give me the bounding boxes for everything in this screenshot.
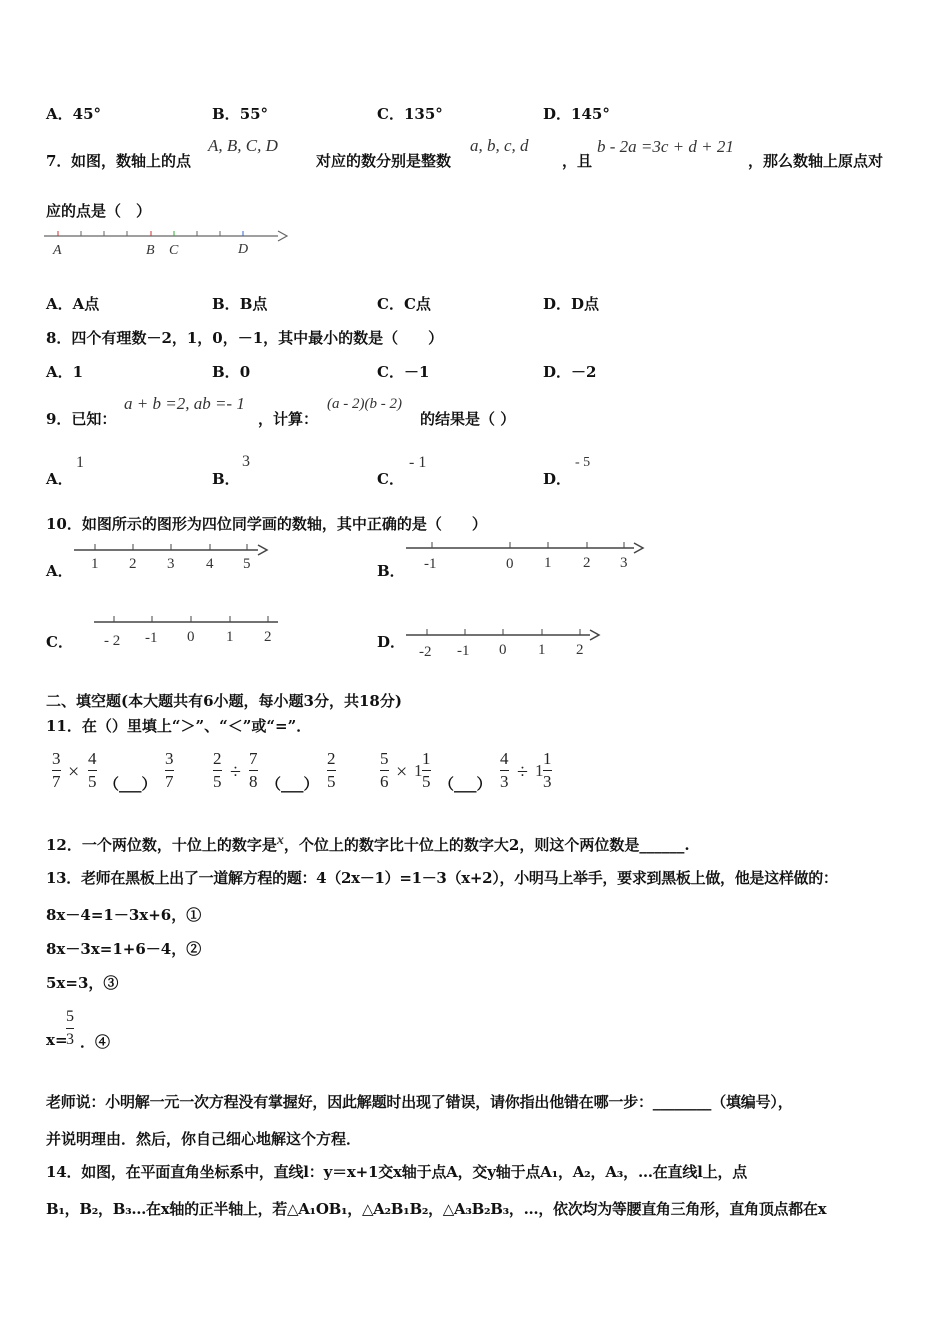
q11-i2-frac2: 7 8 [249,749,258,791]
q12-blank: ______ [639,836,685,854]
q11-text: 11．在（）里填上“＞”、“＜”或“=”． [46,717,312,735]
q11-i1-rhs: 3 7 [165,749,174,791]
q11-i4-op: ÷ [517,761,528,783]
q9-option-c-label: C． [377,470,404,488]
q11-i4-frac1: 4 3 [500,749,509,791]
q10-b-arrow [634,543,643,553]
q9-text-a: 9．已知： [46,410,117,428]
q13-teacher-a: 老师说：小明解一元一次方程没有掌握好，因此解题时出现了错误，请你指出他错在哪一步：________（填编号）， [46,1093,793,1111]
q10-axis-d [402,626,607,662]
q10-option-c-label: C． [46,633,73,651]
q13-step-3: 5x=3，③ [46,974,119,992]
q10-d-label: -1 [457,643,470,659]
q10-axis-c [90,612,285,652]
q10-c-label: 1 [226,629,234,645]
q9-given-math: a + b =2, ab =- 1 [124,394,245,413]
q10-c-label: - 2 [104,633,121,649]
q9-text-c: 的结果是（ ） [420,410,516,428]
q7-number: 7． [46,152,72,170]
q7-equation-math: b - 2a =3c + d + 21 [597,137,734,156]
q9-expr-math: (a - 2)(b - 2) [327,396,402,412]
q9-option-d-value: - 5 [575,455,591,470]
q10-option-b-label: B． [377,562,405,580]
q10-option-a-label: A． [46,562,73,580]
q10-a-arrow [258,545,267,555]
q7-points-math: A, B, C, D [208,136,278,155]
q9-option-c-value: - 1 [409,454,427,471]
q8-option-b: B．0 [212,363,251,381]
q11-i4-frac2: 1 3 [543,749,552,791]
q7-option-d: D．D点 [543,295,600,313]
q8-option-a: A．1 [46,363,84,381]
q10-a-label: 5 [243,556,251,572]
q7-option-a: A．A点 [46,295,100,313]
q11-i1-frac2: 4 5 [88,749,97,791]
q11-i3-blank: （___） [439,775,492,793]
q10-a-label: 1 [91,556,99,572]
q11-i1-frac1: 3 7 [52,749,61,791]
q13-step-4-prefix: x= [46,1031,68,1049]
q10-b-label: 2 [583,555,591,571]
q11-i2-rhs: 2 5 [327,749,336,791]
q11-i3-frac2: 1 5 [422,749,431,791]
section2-title: 二、填空题(本大题共有6小题，每小题3分，共18分) [46,692,402,710]
q14-line-1: 14．如图，在平面直角坐标系中，直线l：y＝x+1交x轴于点A，交y轴于点A₁，A₂，A₃，…在直线l上，点 [46,1163,748,1181]
q9-option-d-label: D． [543,470,572,488]
q11-i2-frac1: 2 5 [213,749,222,791]
q10-a-label: 3 [167,556,175,572]
q10-d-label: 1 [538,642,546,658]
q7-label-b: B [146,243,155,258]
q9-option-b-label: B． [212,470,240,488]
q13-step-1: 8x－4=1－3x+6，① [46,906,202,924]
q10-a-label: 4 [206,556,214,572]
q10-b-label: 0 [506,556,514,572]
q7-text-c: ，且 [562,152,593,170]
q10-a-label: 2 [129,556,137,572]
q13-step-4-suffix: ．④ [80,1033,111,1051]
q10-option-d-label: D． [377,633,406,651]
q13-text: 13．老师在黑板上出了一道解方程的题：4（2x－1）=1－3（x+2），小明马上举手，要求到黑板上做，他是这样做的： [46,869,838,887]
q10-b-label: 1 [544,555,552,571]
q12-var: x [276,833,284,848]
q14-line-2: B₁，B₂，B₃…在x轴的正半轴上，若△A₁OB₁，△A₂B₁B₂，△A₃B₂B₃，…，依次均为等腰直角三角形，直角顶点都在x [46,1200,827,1218]
q11-i3-op: × [396,761,408,783]
q11-i2-blank: （___） [266,775,319,793]
q9-option-b-value: 3 [242,453,250,470]
q11-i2-op: ÷ [230,761,241,783]
q9-text-b: ，计算： [258,410,319,428]
q10-b-label: 3 [620,555,628,571]
q7-option-c: C．C点 [377,295,431,313]
q7-number-line [40,226,295,260]
q10-b-label: -1 [424,556,437,572]
q6-option-d: D．145° [543,105,610,123]
q11-i3-frac1: 5 6 [380,749,389,791]
q10-d-arrow [590,630,599,640]
q11-i3-whole: 1 [414,761,423,780]
q10-c-label: 2 [264,629,272,645]
q7-option-b: B．B点 [212,295,268,313]
q9-option-a-label: A． [46,470,73,488]
q10-axis-a [70,540,275,576]
q7-label-c: C [169,243,179,258]
q7-axis-arrow [278,231,287,241]
q11-i1-op: × [68,761,80,783]
q7-label-a: A [53,243,62,258]
q8-option-d: D．－2 [543,363,597,381]
q11-i4-whole: 1 [535,761,544,780]
q7-text-d: ，那么数轴上原点对 [748,152,884,170]
q6-option-a: A．45° [46,105,102,123]
q13-step-2: 8x－3x=1+6－4，② [46,940,202,958]
q10-axis-b [402,538,652,574]
q10-c-label: -1 [145,630,158,646]
q6-option-c: C．135° [377,105,443,123]
q13-teacher-b: 并说明理由．然后，你自己细心地解这个方程． [46,1130,362,1148]
q9-option-a-value: 1 [76,454,84,471]
q7-values-math: a, b, c, d [470,136,529,155]
q7-text-b: 对应的数分别是整数 [316,152,452,170]
q8-text: 8．四个有理数－2，1，0，－1，其中最小的数是（ ） [46,329,444,347]
q10-d-label: 2 [576,642,584,658]
q7-text-e: 应的点是（ ） [46,202,152,220]
q11-i1-blank: （___） [104,775,157,793]
q10-d-label: 0 [499,642,507,658]
q10-text: 10．如图所示的图形为四位同学画的数轴，其中正确的是（ ） [46,515,487,533]
q6-option-b: B．55° [212,105,269,123]
q12-text: 12．一个两位数，十位上的数字是x，个位上的数字比十位上的数字大2，则这个两位数是______. [46,833,690,854]
q7-label-d: D [238,242,249,257]
q10-c-label: 0 [187,629,195,645]
q8-option-c: C．－1 [377,363,430,381]
q10-d-label: -2 [419,644,432,660]
q7-text-a: 如图，数轴上的点 [71,152,192,170]
q13-step-4-frac: 5 3 [66,1008,74,1048]
